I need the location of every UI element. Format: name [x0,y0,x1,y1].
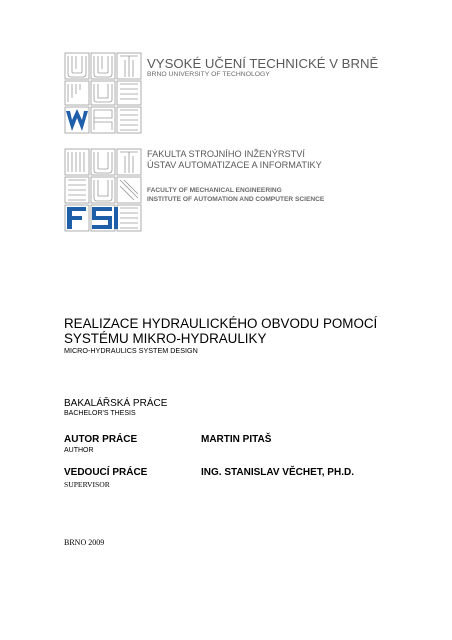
fsi-letters-mark [67,207,118,229]
faculty-name-cz: FAKULTA STROJNÍHO INŽENÝRSTVÍ [147,149,305,159]
thesis-title-en: MICRO-HYDRAULICS SYSTEM DESIGN [64,346,198,355]
thesis-title-line-2: SYSTÉMU MIKRO-HYDRAULIKY [64,331,267,346]
supervisor-label-en: SUPERVISOR [64,480,110,489]
vut-w-mark [66,109,88,131]
supervisor-name: ING. STANISLAV VĚCHET, PH.D. [201,467,354,478]
author-name: MARTIN PITAŠ [201,434,272,445]
fsi-logo [64,148,142,232]
author-label-en: AUTHOR [64,447,94,454]
thesis-type-cz: BAKALÁŘSKÁ PRÁCE [64,398,168,409]
university-name-en: BRNO UNIVERSITY OF TECHNOLOGY [147,71,270,78]
institute-name-en: INSTITUTE OF AUTOMATION AND COMPUTER SCIENCE [147,196,325,203]
supervisor-label-cz: VEDOUCÍ PRÁCE [64,467,148,478]
faculty-name-en: FACULTY OF MECHANICAL ENGINEERING [147,187,282,194]
thesis-type-en: BACHELOR'S THESIS [64,410,136,417]
thesis-title-line-1: REALIZACE HYDRAULICKÉHO OBVODU POMOCÍ [64,316,378,331]
university-name-cz: VYSOKÉ UČENÍ TECHNICKÉ V BRNĚ [147,56,379,71]
author-label-cz: AUTOR PRÁCE [64,434,138,445]
place-year: BRNO 2009 [64,538,105,547]
institute-name-cz: ÚSTAV AUTOMATIZACE A INFORMATIKY [147,160,322,170]
vut-logo [64,52,142,134]
